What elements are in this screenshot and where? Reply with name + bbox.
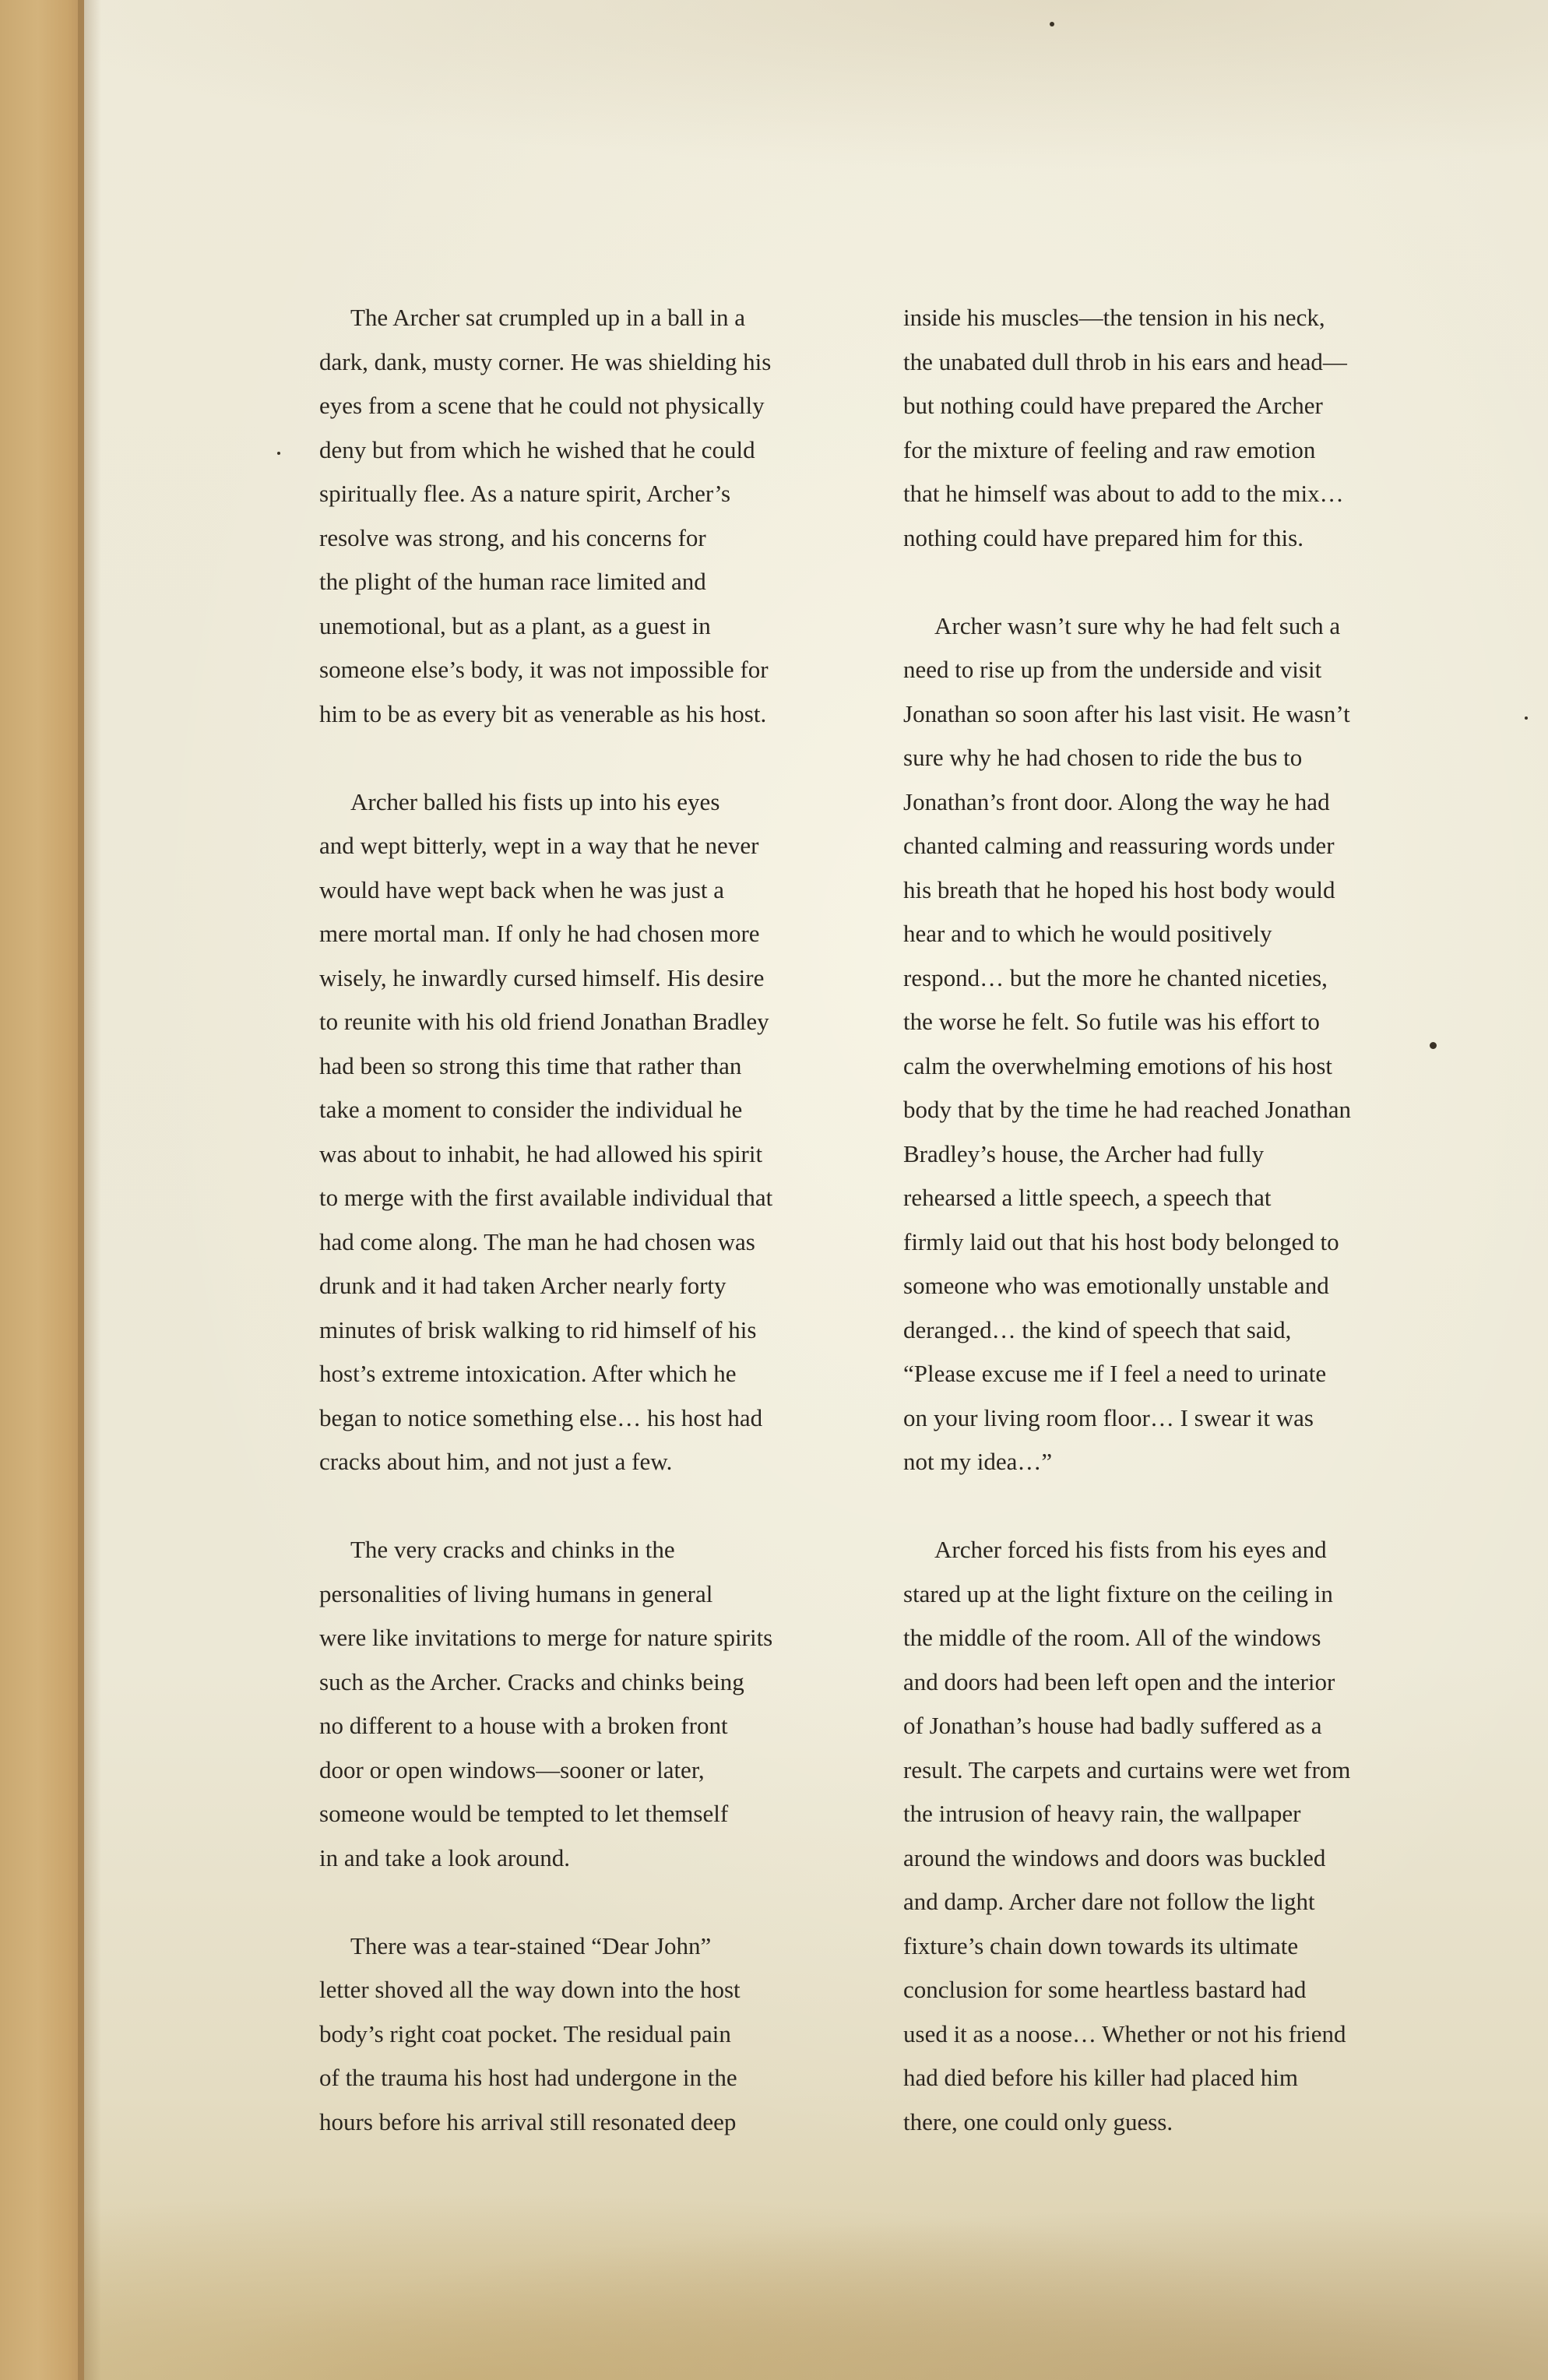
text-line: personalities of living humans in general bbox=[319, 1579, 713, 1607]
text-line: had been so strong this time that rather than bbox=[319, 1051, 742, 1079]
text-line: The Archer sat crumpled up in a ball in a bbox=[350, 304, 746, 331]
text-line: nothing could have prepared him for this. bbox=[903, 523, 1303, 551]
text-line: unemotional, but as a plant, as a guest in bbox=[319, 611, 711, 639]
text-line: someone else’s body, it was not impossible for bbox=[319, 656, 769, 683]
text-line: no different to a house with a broken front bbox=[319, 1712, 728, 1739]
text-line: inside his muscles—the tension in his neck, bbox=[903, 304, 1325, 331]
paragraph-gap bbox=[903, 560, 1448, 604]
text-line: on your living room floor… I swear it was bbox=[903, 1403, 1314, 1431]
text-line: dark, dank, musty corner. He was shielding his bbox=[319, 347, 772, 375]
paragraph-gap bbox=[319, 736, 864, 780]
text-line: “Please excuse me if I feel a need to urinate bbox=[903, 1360, 1327, 1387]
text-line: body’s right coat pocket. The residual pain bbox=[319, 2019, 731, 2047]
text-line: calm the overwhelming emotions of his host bbox=[903, 1051, 1333, 1079]
text-line: were like invitations to merge for nature spirits bbox=[319, 1624, 773, 1651]
book-spine-edge bbox=[0, 0, 84, 2380]
text-line: door or open windows—sooner or later, bbox=[319, 1755, 705, 1783]
right-text-column bbox=[903, 296, 1448, 2144]
text-line: minutes of brisk walking to rid himself of his bbox=[319, 1315, 757, 1343]
paper-stain-top bbox=[0, 0, 1548, 171]
text-line: There was a tear-stained “Dear John” bbox=[350, 1931, 712, 1959]
text-line: not my idea…” bbox=[903, 1448, 1053, 1475]
text-line: and damp. Archer dare not follow the light bbox=[903, 1888, 1315, 1915]
text-line: of Jonathan’s house had badly suffered as a bbox=[903, 1712, 1322, 1739]
paper-stain-bottom bbox=[0, 2178, 1548, 2380]
text-line: mere mortal man. If only he had chosen more bbox=[319, 920, 760, 947]
text-line: spiritually flee. As a nature spirit, Archer’s bbox=[319, 480, 731, 507]
spine-shadow bbox=[78, 0, 101, 2380]
text-line: and doors had been left open and the interior bbox=[903, 1667, 1335, 1695]
text-line: for the mixture of feeling and raw emotion bbox=[903, 435, 1316, 463]
text-line: deny but from which he wished that he could bbox=[319, 435, 755, 463]
paragraph-gap bbox=[319, 1484, 864, 1529]
text-line: take a moment to consider the individual he bbox=[319, 1096, 743, 1123]
text-line: cracks about him, and not just a few. bbox=[319, 1448, 673, 1475]
left-text-column bbox=[319, 296, 864, 2144]
text-line: the plight of the human race limited and bbox=[319, 568, 706, 595]
text-line: drunk and it had taken Archer nearly forty bbox=[319, 1272, 727, 1299]
text-line: such as the Archer. Cracks and chinks being bbox=[319, 1667, 744, 1695]
text-line: respond… but the more he chanted niceties, bbox=[903, 963, 1328, 991]
text-line: The very cracks and chinks in the bbox=[350, 1536, 675, 1563]
text-line: that he himself was about to add to the mix… bbox=[903, 480, 1344, 507]
text-line: resolve was strong, and his concerns for bbox=[319, 523, 706, 551]
text-line: there, one could only guess. bbox=[903, 2107, 1173, 2135]
text-line: around the windows and doors was buckled bbox=[903, 1843, 1326, 1871]
text-line: body that by the time he had reached Jonathan bbox=[903, 1096, 1352, 1123]
text-line: stared up at the light fixture on the ceiling in bbox=[903, 1579, 1333, 1607]
text-line: of the trauma his host had undergone in the bbox=[319, 2064, 737, 2091]
text-line: the worse he felt. So futile was his effort to bbox=[903, 1008, 1320, 1035]
text-line: the intrusion of heavy rain, the wallpaper bbox=[903, 1800, 1301, 1827]
text-line: Archer forced his fists from his eyes and bbox=[934, 1536, 1327, 1563]
text-line: but nothing could have prepared the Archer bbox=[903, 392, 1323, 419]
text-line: sure why he had chosen to ride the bus to bbox=[903, 744, 1303, 771]
text-line: need to rise up from the underside and visit bbox=[903, 656, 1322, 683]
text-line: hours before his arrival still resonated deep bbox=[319, 2107, 737, 2135]
text-line: deranged… the kind of speech that said, bbox=[903, 1315, 1292, 1343]
text-line: and wept bitterly, wept in a way that he never bbox=[319, 832, 759, 859]
text-line: result. The carpets and curtains were wet from bbox=[903, 1755, 1351, 1783]
text-line: the middle of the room. All of the windows bbox=[903, 1624, 1321, 1651]
text-line: used it as a noose… Whether or not his friend bbox=[903, 2019, 1346, 2047]
text-line: hear and to which he would positively bbox=[903, 920, 1272, 947]
text-line: was about to inhabit, he had allowed his spirit bbox=[319, 1139, 763, 1167]
text-line: chanted calming and reassuring words under bbox=[903, 832, 1335, 859]
text-line: eyes from a scene that he could not physically bbox=[319, 392, 765, 419]
text-line: firmly laid out that his host body belonged to bbox=[903, 1227, 1339, 1255]
text-line: would have wept back when he was just a bbox=[319, 875, 724, 903]
text-line: Bradley’s house, the Archer had fully bbox=[903, 1139, 1265, 1167]
text-line: Jonathan’s front door. Along the way he had bbox=[903, 787, 1330, 815]
text-line: someone would be tempted to let themself bbox=[319, 1800, 729, 1827]
text-line: wisely, he inwardly cursed himself. His desire bbox=[319, 963, 765, 991]
text-line: began to notice something else… his host had bbox=[319, 1403, 763, 1431]
text-line: someone who was emotionally unstable and bbox=[903, 1272, 1329, 1299]
ink-speck bbox=[1525, 716, 1528, 720]
text-line: letter shoved all the way down into the host bbox=[319, 1976, 741, 2003]
text-line: conclusion for some heartless bastard had bbox=[903, 1976, 1307, 2003]
text-line: the unabated dull throb in his ears and head— bbox=[903, 347, 1347, 375]
text-line: his breath that he hoped his host body would bbox=[903, 875, 1335, 903]
ink-speck bbox=[1050, 22, 1054, 26]
ink-speck bbox=[277, 452, 280, 455]
text-line: fixture’s chain down towards its ultimate bbox=[903, 1931, 1299, 1959]
text-line: to reunite with his old friend Jonathan Bradley bbox=[319, 1008, 769, 1035]
text-line: to merge with the first available individual that bbox=[319, 1184, 773, 1211]
text-line: him to be as every bit as venerable as his host. bbox=[319, 699, 767, 727]
paragraph-gap bbox=[319, 1880, 864, 1924]
text-line: in and take a look around. bbox=[319, 1843, 570, 1871]
text-line: Archer wasn’t sure why he had felt such a bbox=[934, 611, 1341, 639]
text-line: Jonathan so soon after his last visit. He wasn’t bbox=[903, 699, 1350, 727]
paragraph-gap bbox=[903, 1484, 1448, 1529]
text-line: had come along. The man he had chosen was bbox=[319, 1227, 755, 1255]
text-line: host’s extreme intoxication. After which he bbox=[319, 1360, 737, 1387]
text-line: Archer balled his fists up into his eyes bbox=[350, 787, 720, 815]
text-line: had died before his killer had placed him bbox=[903, 2064, 1299, 2091]
text-line: rehearsed a little speech, a speech that bbox=[903, 1184, 1272, 1211]
